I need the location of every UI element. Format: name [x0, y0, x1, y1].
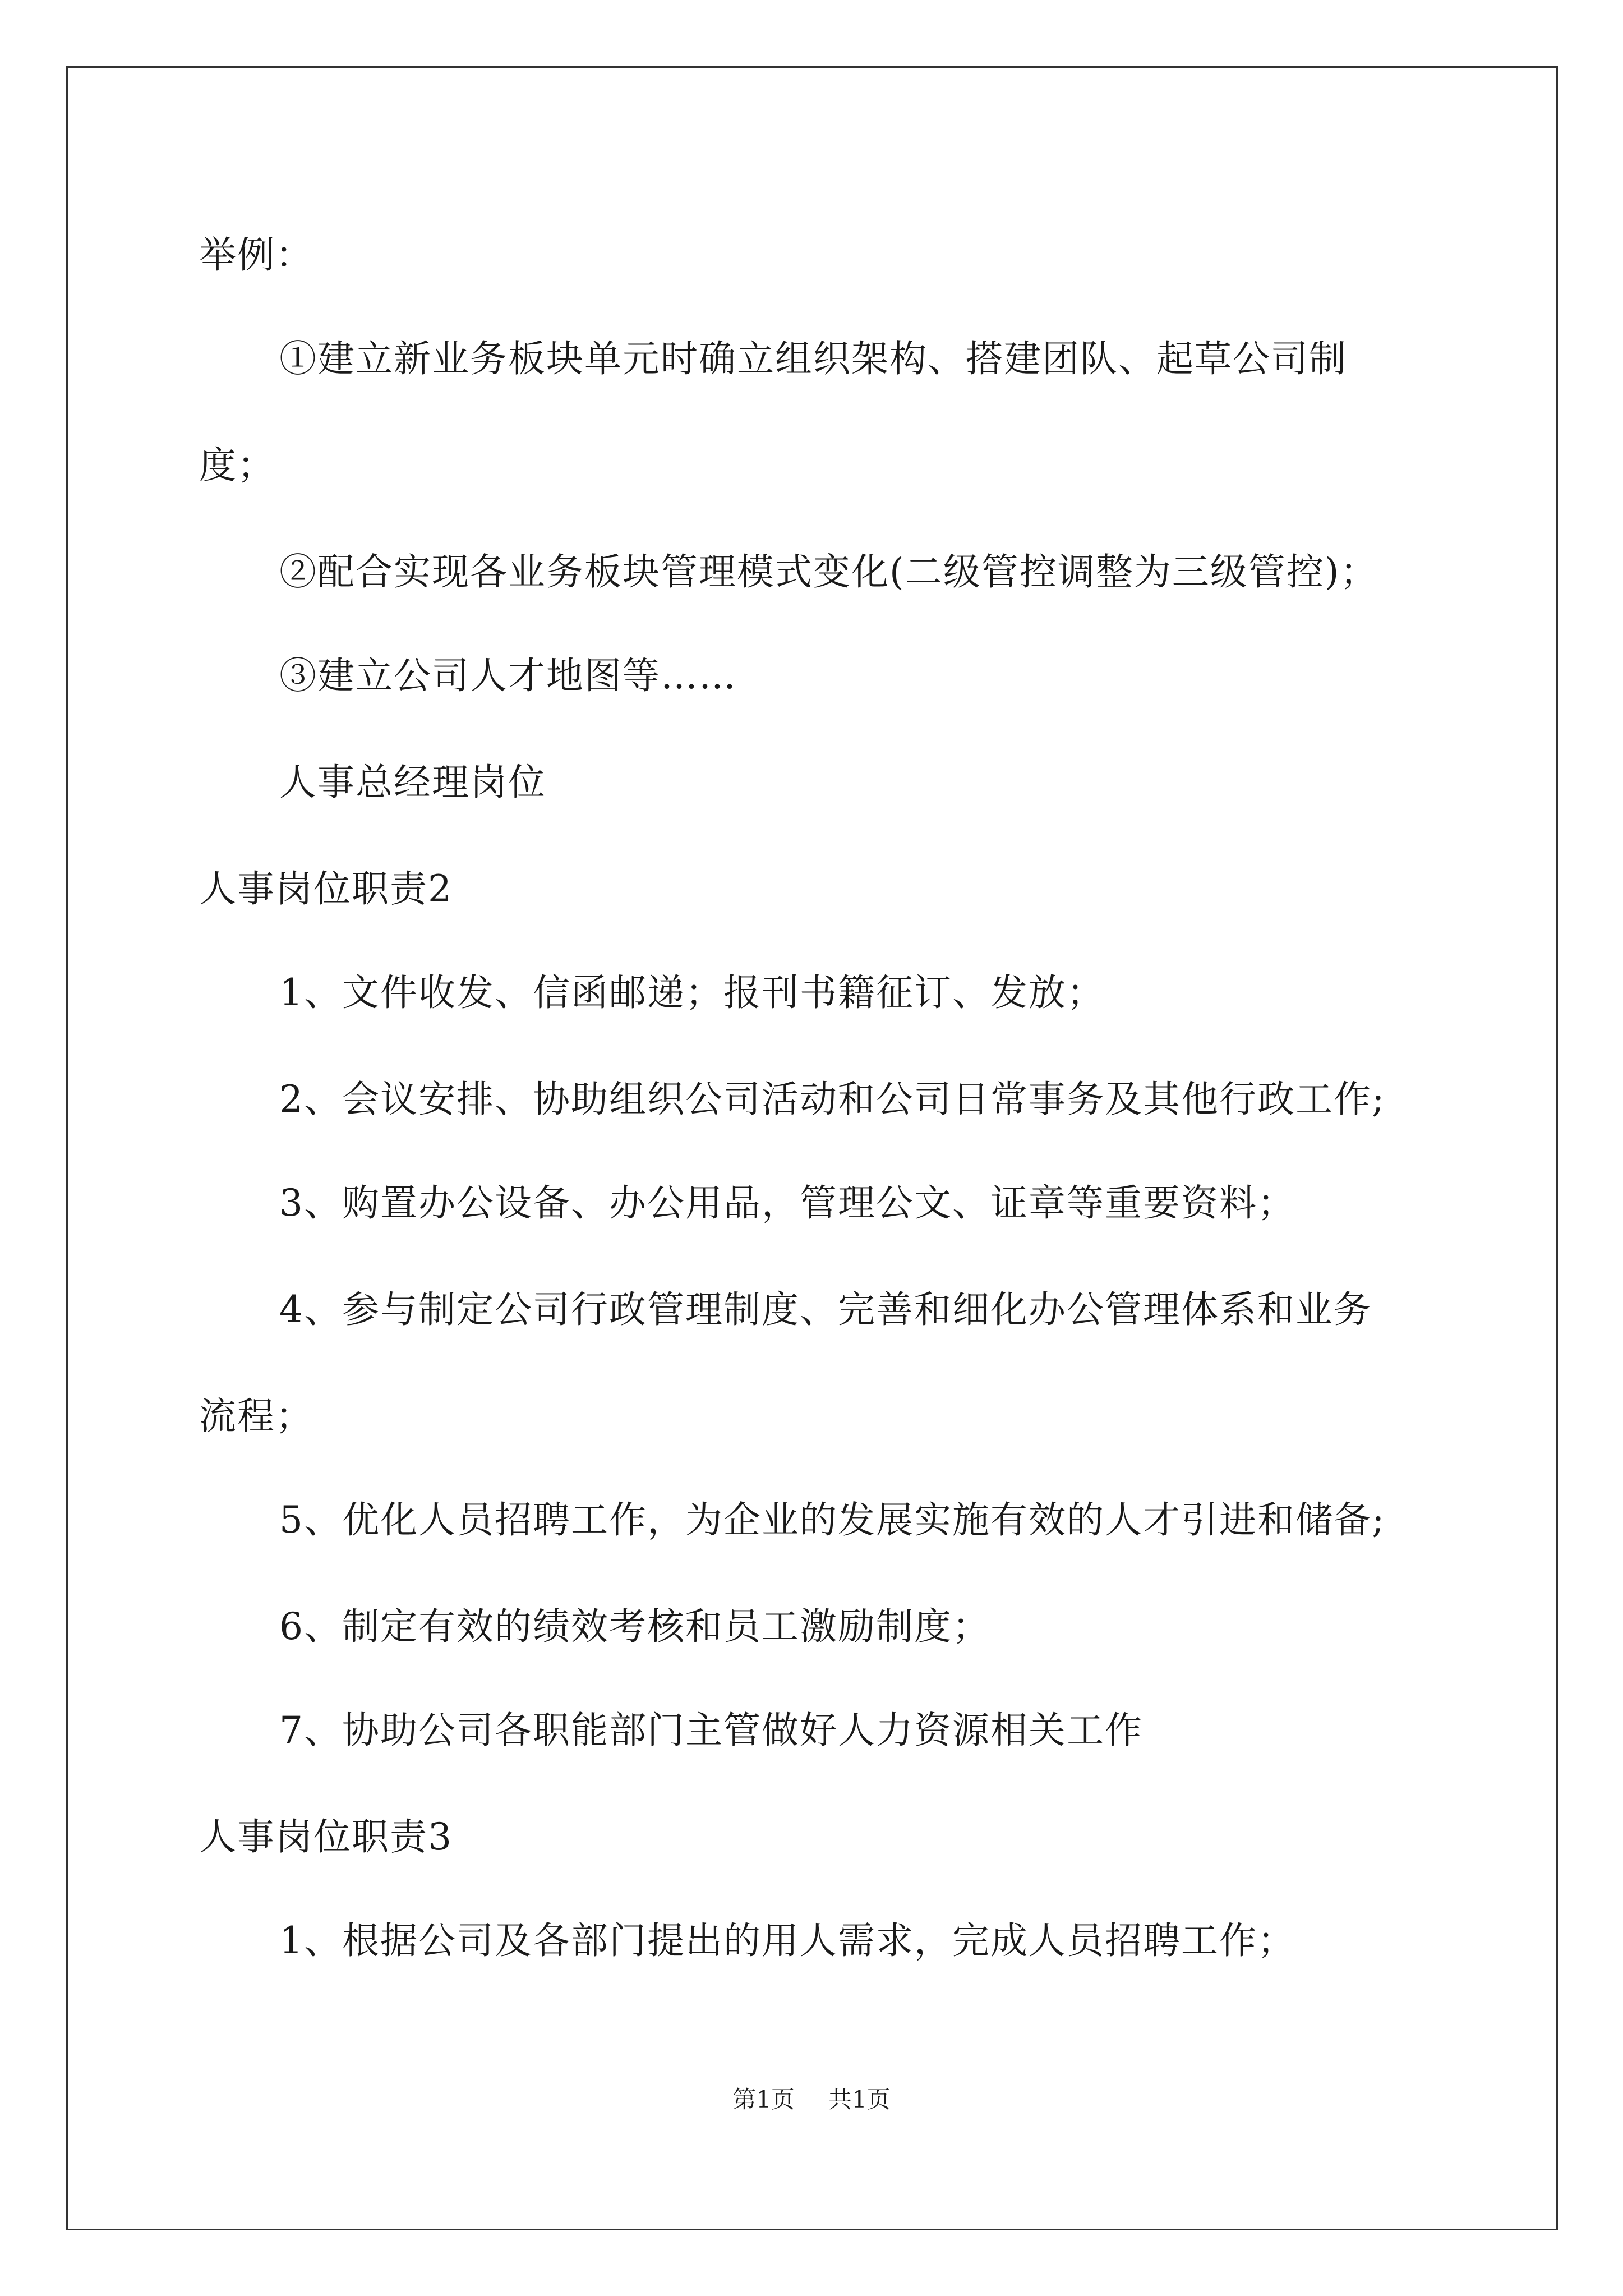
doc-line-example-1-cont: 度；	[199, 444, 275, 487]
doc-line-duty-2-5: 5、优化人员招聘工作，为企业的发展实施有效的人才引进和储备;	[279, 1498, 1386, 1542]
section-heading-3: 人事岗位职责3	[199, 1815, 453, 1858]
section-heading-2: 人事岗位职责2	[199, 867, 453, 910]
doc-line-duty-2-1: 1、文件收发、信函邮递；报刊书籍征订、发放；	[279, 971, 1105, 1014]
doc-line-duty-2-6: 6、制定有效的绩效考核和员工激励制度；	[279, 1605, 990, 1648]
doc-line-example-2: ②配合实现各业务板块管理模式变化(二级管控调整为三级管控)；	[279, 550, 1378, 593]
page-number: 第1页	[732, 2086, 795, 2113]
doc-line-duty-2-7: 7、协助公司各职能部门主管做好人力资源相关工作	[279, 1709, 1143, 1752]
page-border	[66, 66, 1558, 2230]
doc-line-duty-2-4-cont: 流程；	[199, 1395, 313, 1438]
doc-line-example-3: ③建立公司人才地图等……	[279, 654, 737, 697]
doc-line-example-1: ①建立新业务板块单元时确立组织架构、搭建团队、起草公司制	[279, 337, 1347, 380]
page-footer	[0, 2084, 1623, 2115]
doc-line-duty-2-3: 3、购置办公设备、办公用品，管理公文、证章等重要资料；	[279, 1181, 1295, 1225]
doc-line-duty-3-1: 1、根据公司及各部门提出的用人需求，完成人员招聘工作；	[279, 1919, 1295, 1962]
page-total: 共1页	[828, 2086, 891, 2113]
doc-line-duty-2-2: 2、会议安排、协助组织公司活动和公司日常事务及其他行政工作;	[279, 1078, 1386, 1121]
doc-line-duty-2-4: 4、参与制定公司行政管理制度、完善和细化办公管理体系和业务	[279, 1288, 1372, 1331]
doc-line-example-heading: 举例：	[199, 233, 313, 277]
doc-line-position-title: 人事总经理岗位	[279, 761, 546, 804]
